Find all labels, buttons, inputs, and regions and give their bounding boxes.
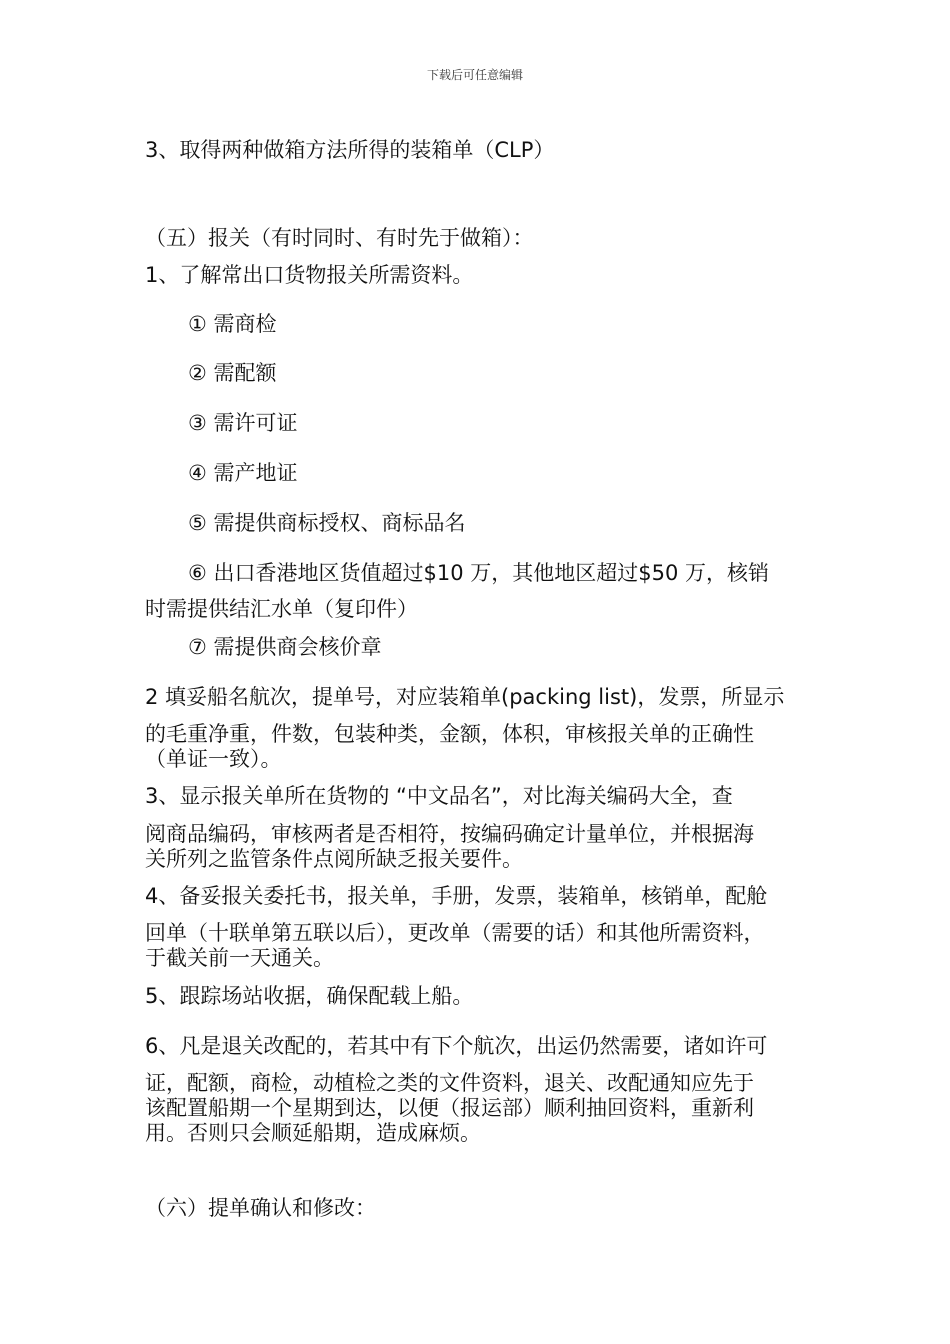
text-line: 回单（十联单第五联以后），更改单（需要的话）和其他所需资料，: [145, 921, 765, 945]
text-line: 3、显示报关单所在货物的 “中文品名”，对比海关编码大全，查: [145, 784, 733, 808]
text-line: 3、取得两种做箱方法所得的装箱单（CLP）: [145, 138, 555, 162]
list-item: ⑥ 出口香港地区货值超过$10 万，其他地区超过$50 万，核销: [188, 561, 770, 585]
section-heading: （五）报关（有时同时、有时先于做箱）：: [145, 226, 534, 250]
text-line: 于截关前一天通关。: [145, 946, 334, 970]
list-item: ⑦ 需提供商会核价章: [188, 635, 382, 659]
text-line: 时需提供结汇水单（复印件）: [145, 597, 418, 621]
text-line: （单证一致）。: [145, 747, 282, 771]
list-item: ④ 需产地证: [188, 461, 298, 485]
text-line: 5、跟踪场站收据，确保配载上船。: [145, 984, 474, 1008]
list-item: ① 需商检: [188, 312, 277, 336]
text-line: 关所列之监管条件点阅所缺乏报关要件。: [145, 847, 523, 871]
text-line: 2 填妥船名航次，提单号，对应装箱单(packing list)，发票，所显示: [145, 685, 785, 709]
text-line: 1、了解常出口货物报关所需资料。: [145, 263, 474, 287]
page-header: 下载后可任意编辑: [426, 68, 523, 82]
text-line: 该配置船期一个星期到达，以便（报运部）顺利抽回资料，重新利: [145, 1096, 754, 1120]
text-line: 阅商品编码，审核两者是否相符，按编码确定计量单位，并根据海: [145, 822, 754, 846]
list-item: ③ 需许可证: [188, 411, 298, 435]
text-line: 证，配额，商检，动植检之类的文件资料，退关、改配通知应先于: [145, 1071, 754, 1095]
section-heading: （六）提单确认和修改：: [145, 1196, 376, 1220]
text-line: 4、备妥报关委托书，报关单，手册，发票，装箱单，核销单，配舱: [145, 884, 768, 908]
text-line: 6、凡是退关改配的，若其中有下个航次，出运仍然需要，诸如许可: [145, 1034, 768, 1058]
text-line: 的毛重净重，件数，包装种类，金额，体积，审核报关单的正确性: [145, 722, 754, 746]
list-item: ⑤ 需提供商标授权、商标品名: [188, 511, 466, 535]
text-line: 用。否则只会顺延船期，造成麻烦。: [145, 1121, 481, 1145]
list-item: ② 需配额: [188, 361, 277, 385]
